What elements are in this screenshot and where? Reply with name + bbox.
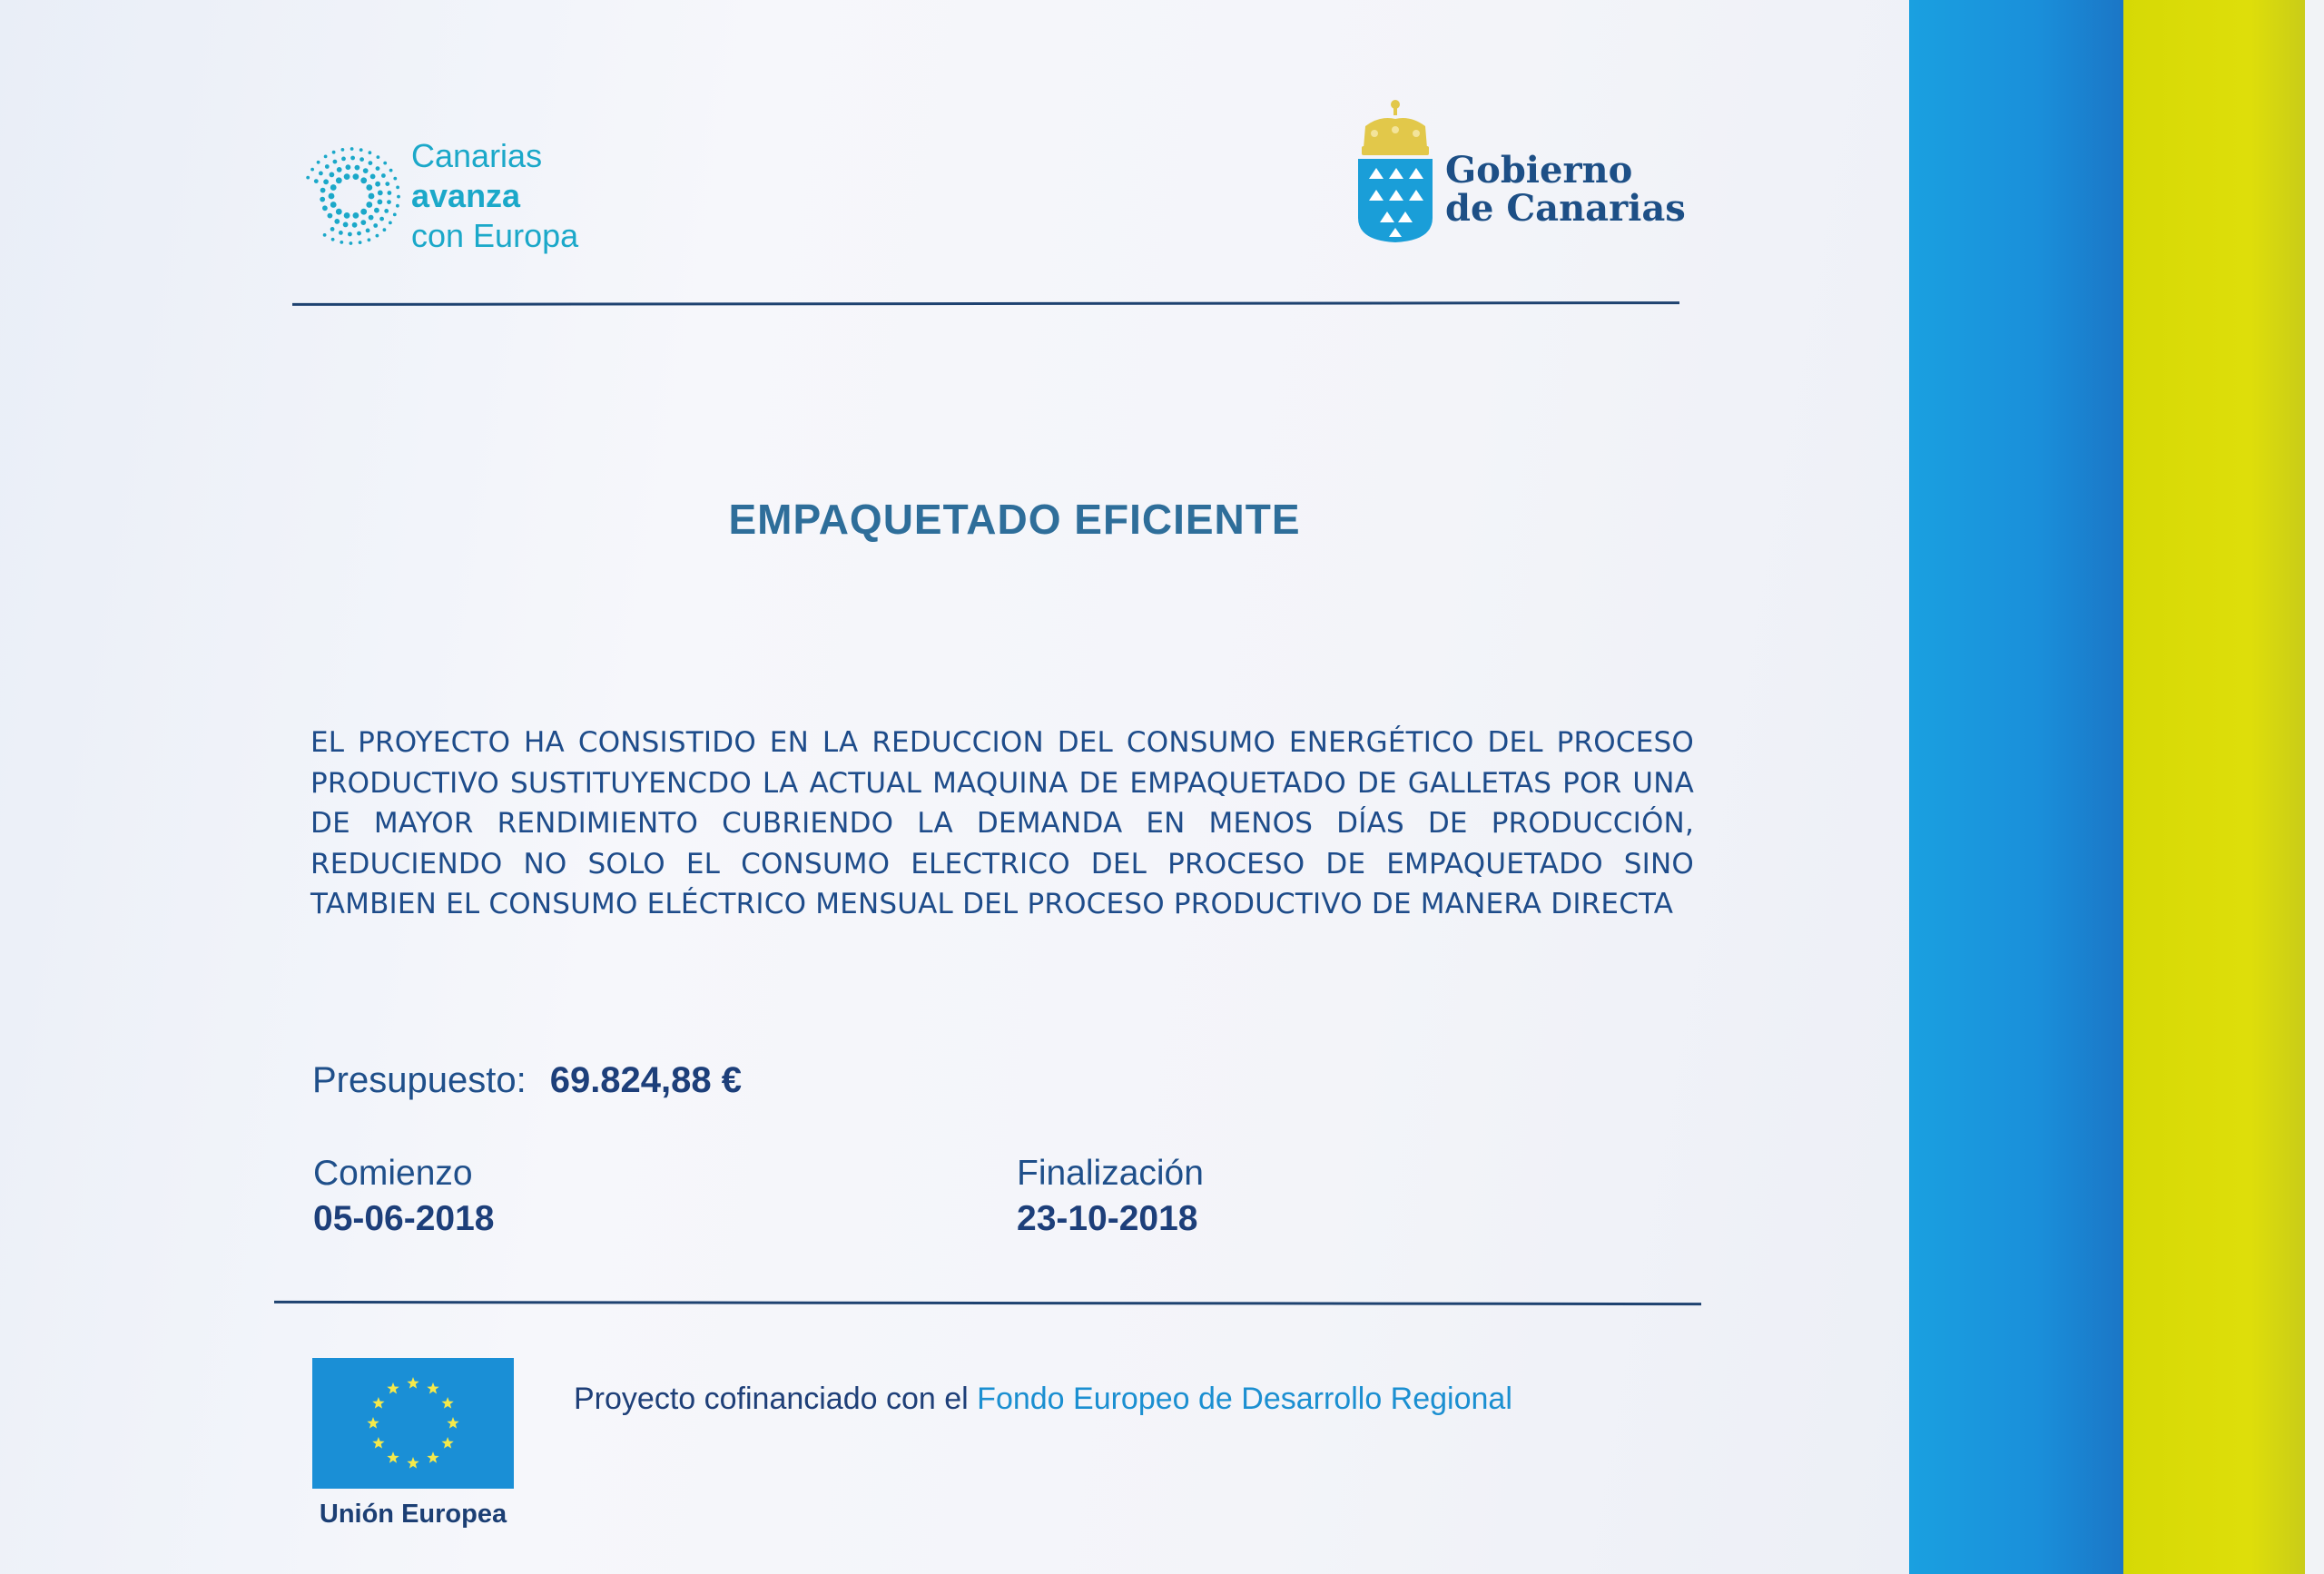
sunburst-dot — [388, 191, 392, 195]
sunburst-dot — [359, 241, 362, 244]
gobierno-canarias-logo — [1353, 95, 1698, 250]
eu-label: Unión Europea — [319, 1500, 507, 1529]
sunburst-dot — [378, 191, 383, 196]
gobierno-line-1: Gobierno — [1445, 149, 1633, 192]
crown-shield-icon — [1353, 95, 1439, 250]
sunburst-dot — [396, 186, 399, 190]
sunburst-dot — [320, 197, 325, 202]
sunburst-dot — [376, 234, 379, 238]
sunburst-dot — [378, 200, 383, 205]
sunburst-dot — [389, 169, 393, 172]
page-edge — [2305, 0, 2324, 1574]
sunburst-dot — [379, 217, 384, 221]
sunburst-dot — [350, 241, 353, 245]
sunburst-dot — [310, 168, 314, 172]
sunburst-dot — [377, 155, 380, 159]
sunburst-dot — [337, 167, 342, 172]
sunburst-dot — [336, 209, 342, 215]
yellow-stripe — [2123, 0, 2305, 1574]
sunburst-dot — [319, 172, 323, 176]
sunburst-dot — [366, 184, 372, 191]
blue-stripe — [1909, 0, 2123, 1574]
sunburst-dot — [375, 182, 380, 187]
sunburst-dot — [383, 162, 387, 165]
sunburst-dot — [360, 209, 367, 215]
canarias-avanza-logo — [295, 136, 622, 259]
logo-line-3: con Europa — [411, 217, 579, 254]
sunburst-dot — [389, 221, 392, 225]
sunburst-dot — [393, 177, 397, 181]
sunburst-dot — [330, 227, 335, 231]
sunburst-dot — [346, 164, 351, 170]
sunburst-dot — [374, 208, 379, 213]
sunburst-dot — [350, 156, 355, 161]
sunburst-dot — [369, 161, 373, 165]
logo-line-2: avanza — [411, 177, 521, 214]
gobierno-line-2: de Canarias — [1445, 187, 1686, 230]
sunburst-dot — [336, 177, 342, 183]
sunburst-dot — [341, 148, 345, 152]
sunburst-dot — [369, 193, 375, 200]
sunburst-dot — [360, 220, 366, 225]
sunburst-dot — [376, 166, 380, 171]
start-date-block — [313, 1151, 495, 1242]
sunburst-dot — [323, 233, 327, 237]
sunburst-dot — [350, 147, 354, 151]
sunburst-dot — [339, 231, 343, 235]
sunburst-dot — [366, 202, 372, 208]
sunburst-dot — [334, 219, 340, 224]
sunburst-dot — [329, 193, 335, 200]
sunburst-dot — [306, 176, 310, 180]
sunburst-dot — [341, 157, 346, 162]
sunburst-dot — [324, 155, 328, 159]
sunburst-dot — [370, 174, 376, 180]
sunburst-dot — [383, 228, 387, 231]
project-description: EL PROYECTO HA CONSISTIDO EN LA REDUCCION DEL CONSUMO ENERGÉTICO DEL PROCESO PRODUCTIVO SUSTITUYENCDO LA ACTUAL MAQUINA DE EMPAQUETADO DE GALLETAS POR UNA DE MAYOR RENDIMIENTO CUBRIENDO LA DEMANDA EN MENOS DÍAS DE PRODUCCIÓN, REDUCIENDO NO SOLO EL CONSUMO ELECTRICO DEL PROCESO DE EMPAQUETADO SINO TAMBIEN EL CONSUMO ELÉCTRICO MENSUAL DEL PROCESO PRODUCTIVO DE MANERA DIRECTA — [310, 726, 1694, 920]
sunburst-dot — [373, 223, 378, 228]
sunburst-dot — [353, 173, 359, 180]
sunburst-dot — [323, 179, 329, 184]
sunburst-dot — [363, 168, 369, 173]
sunburst-dot — [317, 161, 320, 164]
budget-value: 69.824,88 € — [549, 1060, 743, 1100]
sunburst-dot — [368, 238, 371, 241]
project-title: EMPAQUETADO EFICIENTE — [728, 496, 1301, 543]
sunburst-dot — [369, 151, 372, 154]
budget-label: Presupuesto: — [312, 1060, 527, 1100]
sunburst-dot — [359, 148, 363, 152]
sunburst-dot — [344, 173, 350, 180]
sunburst-dot — [381, 173, 386, 178]
sunburst-dot — [343, 222, 349, 228]
sunburst-dot — [333, 160, 338, 164]
sunburst-dot — [340, 241, 343, 244]
sunburst-dot — [384, 209, 389, 213]
sunburst-dot — [369, 215, 374, 221]
sunburst-dot — [331, 238, 335, 241]
sunburst-dot — [393, 213, 397, 217]
sunburst-dot — [353, 212, 359, 219]
sunburst-dot — [355, 165, 360, 171]
logo-line-1: Canarias — [411, 137, 543, 174]
sunburst-dots-icon — [295, 136, 404, 254]
sunburst-dot — [328, 213, 333, 219]
start-date: 05-06-2018 — [313, 1199, 495, 1238]
start-label: Comienzo — [313, 1154, 473, 1193]
sunburst-dot — [385, 182, 389, 186]
sunburst-dot — [332, 151, 336, 154]
sunburst-dot — [396, 204, 399, 208]
end-date: 23-10-2018 — [1017, 1199, 1198, 1238]
sunburst-dot — [330, 202, 337, 208]
sunburst-dot — [320, 188, 326, 193]
cofinanced-statement — [574, 1382, 1512, 1417]
fund-name: Fondo Europeo de Desarrollo Regional — [977, 1382, 1512, 1416]
sunburst-dot — [357, 231, 361, 236]
sunburst-dot — [330, 172, 335, 178]
sunburst-dot — [397, 195, 400, 199]
budget-row — [312, 1060, 742, 1101]
sunburst-dot — [314, 179, 319, 183]
end-label: Finalización — [1017, 1154, 1204, 1193]
sunburst-dot — [387, 200, 391, 204]
cofinanced-text: Proyecto cofinanciado con el — [574, 1382, 969, 1416]
sunburst-dot — [344, 212, 350, 219]
sunburst-dot — [352, 222, 358, 228]
sunburst-dot — [360, 177, 367, 183]
end-date-block — [1017, 1151, 1204, 1242]
sunburst-dot — [322, 205, 328, 211]
sunburst-dot — [359, 157, 364, 162]
sunburst-dot — [330, 184, 337, 191]
sunburst-dot — [366, 229, 370, 233]
eu-flag-icon — [312, 1358, 514, 1489]
sunburst-dot — [325, 164, 330, 169]
sunburst-dot — [348, 232, 352, 237]
